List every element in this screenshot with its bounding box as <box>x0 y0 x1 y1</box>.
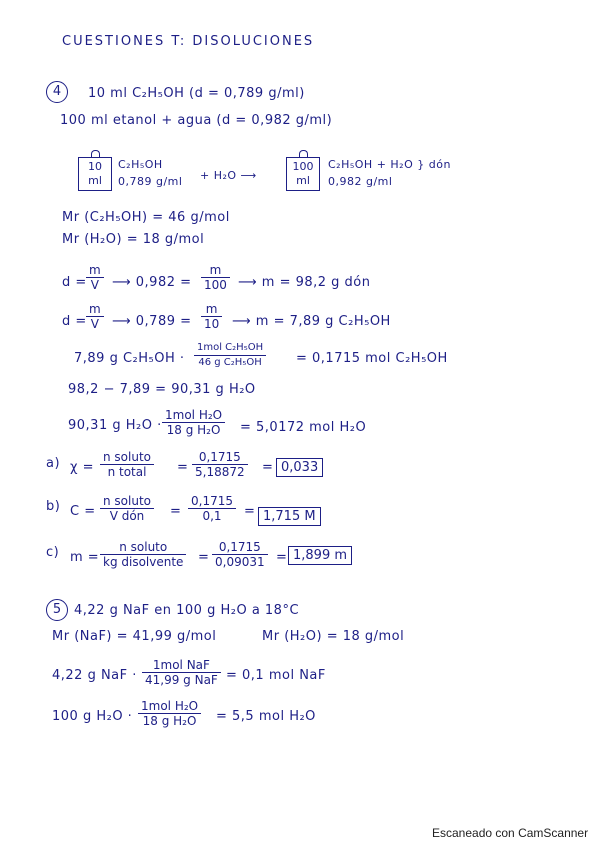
mol-naf-left: 4,22 g NaF · <box>52 668 137 683</box>
part-a-left: χ = <box>70 460 95 475</box>
beaker-solution <box>286 157 320 191</box>
beaker-unit: ml <box>296 174 310 187</box>
mol-ethanol-right: = 0,1715 mol C₂H₅OH <box>296 351 448 366</box>
fraction-denominator: 0,1 <box>202 509 222 523</box>
fraction-numerator: 1mol C₂H₅OH <box>194 341 266 356</box>
fraction <box>86 302 104 331</box>
mr-water-q5: Mr (H₂O) = 18 g/mol <box>262 629 405 644</box>
fraction-numerator: n soluto <box>100 450 154 465</box>
fraction-numerator: 1mol H₂O <box>138 699 201 714</box>
fraction-denominator: V <box>90 278 99 292</box>
fraction-numerator: 0,1715 <box>192 450 248 465</box>
fraction <box>100 494 154 523</box>
part-b-result: 1,715 M <box>258 507 321 526</box>
part-c-left: m = <box>70 550 100 565</box>
density-eq-2-mid: ⟶ 0,789 = <box>112 314 192 329</box>
beaker-solution-label: C₂H₅OH + H₂O } dón <box>328 158 451 171</box>
fraction <box>201 302 222 331</box>
fraction-numerator: 0,1715 <box>188 494 236 509</box>
fraction-denominator: V dón <box>109 509 145 523</box>
beaker-ethanol-label: C₂H₅OH <box>118 158 163 171</box>
mol-water-q5-left: 100 g H₂O · <box>52 709 133 724</box>
fraction <box>201 263 230 292</box>
fraction-denominator: 5,18872 <box>195 465 245 479</box>
fraction-numerator: m <box>201 302 222 317</box>
fraction-denominator: 46 g C₂H₅OH <box>198 357 262 368</box>
beaker-hook <box>91 150 100 157</box>
density-eq-2-left: d = <box>62 314 87 329</box>
fraction <box>194 341 266 370</box>
part-a-label: a) <box>46 456 61 471</box>
beaker-ethanol-density: 0,789 g/ml <box>118 175 183 188</box>
q4-statement: 10 ml C₂H₅OH (d = 0,789 g/ml) <box>88 86 305 101</box>
mol-water-q5-right: = 5,5 mol H₂O <box>216 709 316 724</box>
mr-naf: Mr (NaF) = 41,99 g/mol <box>52 629 217 644</box>
fraction <box>188 494 236 523</box>
q5-statement: 4,22 g NaF en 100 g H₂O a 18°C <box>74 603 300 618</box>
fraction <box>192 450 248 479</box>
beaker-volume: 10 <box>88 160 102 173</box>
part-c-result: 1,899 m <box>288 546 352 565</box>
density-eq-1-mid: ⟶ 0,982 = <box>112 275 192 290</box>
fraction-denominator: 18 g H₂O <box>142 714 197 728</box>
beaker-unit: ml <box>88 174 102 187</box>
fraction <box>100 450 154 479</box>
question-number-4: 4 <box>46 81 68 103</box>
part-b-eq: = <box>170 504 182 519</box>
mol-water-right: = 5,0172 mol H₂O <box>240 420 367 435</box>
q4-statement-2: 100 ml etanol + agua (d = 0,982 g/ml) <box>60 113 333 128</box>
part-a-eq2: = <box>262 460 274 475</box>
fraction-numerator: m <box>86 263 104 278</box>
fraction <box>138 699 201 728</box>
beaker-solution-density: 0,982 g/ml <box>328 175 393 188</box>
density-eq-2-right: ⟶ m = 7,89 g C₂H₅OH <box>232 314 391 329</box>
fraction-denominator: kg disolvente <box>103 555 184 569</box>
part-b-left: C = <box>70 504 96 519</box>
part-b-label: b) <box>46 499 61 514</box>
fraction-denominator: 0,09031 <box>215 555 265 569</box>
fraction-numerator: m <box>86 302 104 317</box>
fraction-denominator: 18 g H₂O <box>166 423 221 437</box>
fraction-denominator: V <box>90 317 99 331</box>
mr-water: Mr (H₂O) = 18 g/mol <box>62 232 205 247</box>
fraction-denominator: 10 <box>204 317 220 331</box>
density-eq-1-right: ⟶ m = 98,2 g dón <box>238 275 371 290</box>
part-b-eq2: = <box>244 504 256 519</box>
density-eq-1-left: d = <box>62 275 87 290</box>
fraction-numerator: 0,1715 <box>212 540 268 555</box>
fraction <box>142 658 221 687</box>
page-title: CUESTIONES T: DISOLUCIONES <box>62 34 315 49</box>
fraction-denominator: n total <box>107 465 147 479</box>
beaker-ethanol <box>78 157 112 191</box>
fraction-numerator: n soluto <box>100 540 186 555</box>
mol-ethanol-left: 7,89 g C₂H₅OH · <box>74 351 185 366</box>
fraction-denominator: 41,99 g NaF <box>145 673 218 687</box>
beaker-hook <box>299 150 308 157</box>
mass-water: 98,2 − 7,89 = 90,31 g H₂O <box>68 382 256 397</box>
part-c-label: c) <box>46 545 60 560</box>
mol-water-left: 90,31 g H₂O · <box>68 418 162 433</box>
question-number-5: 5 <box>46 599 68 621</box>
fraction <box>100 540 186 569</box>
part-c-eq: = <box>198 550 210 565</box>
fraction-numerator: 1mol H₂O <box>162 408 225 423</box>
fraction-numerator: 1mol NaF <box>142 658 221 673</box>
fraction <box>212 540 268 569</box>
beaker-volume: 100 <box>292 160 314 173</box>
part-a-result: 0,033 <box>276 458 323 477</box>
fraction-numerator: m <box>201 263 230 278</box>
fraction-denominator: 100 <box>204 278 227 292</box>
mr-ethanol: Mr (C₂H₅OH) = 46 g/mol <box>62 210 230 225</box>
fraction <box>86 263 104 292</box>
mol-naf-right: = 0,1 mol NaF <box>226 668 326 683</box>
fraction-numerator: n soluto <box>100 494 154 509</box>
fraction <box>162 408 225 437</box>
part-c-eq2: = <box>276 550 288 565</box>
scanner-watermark: Escaneado con CamScanner <box>432 826 589 840</box>
part-a-eq: = <box>177 460 189 475</box>
plus-water-arrow: + H₂O ⟶ <box>200 169 257 182</box>
